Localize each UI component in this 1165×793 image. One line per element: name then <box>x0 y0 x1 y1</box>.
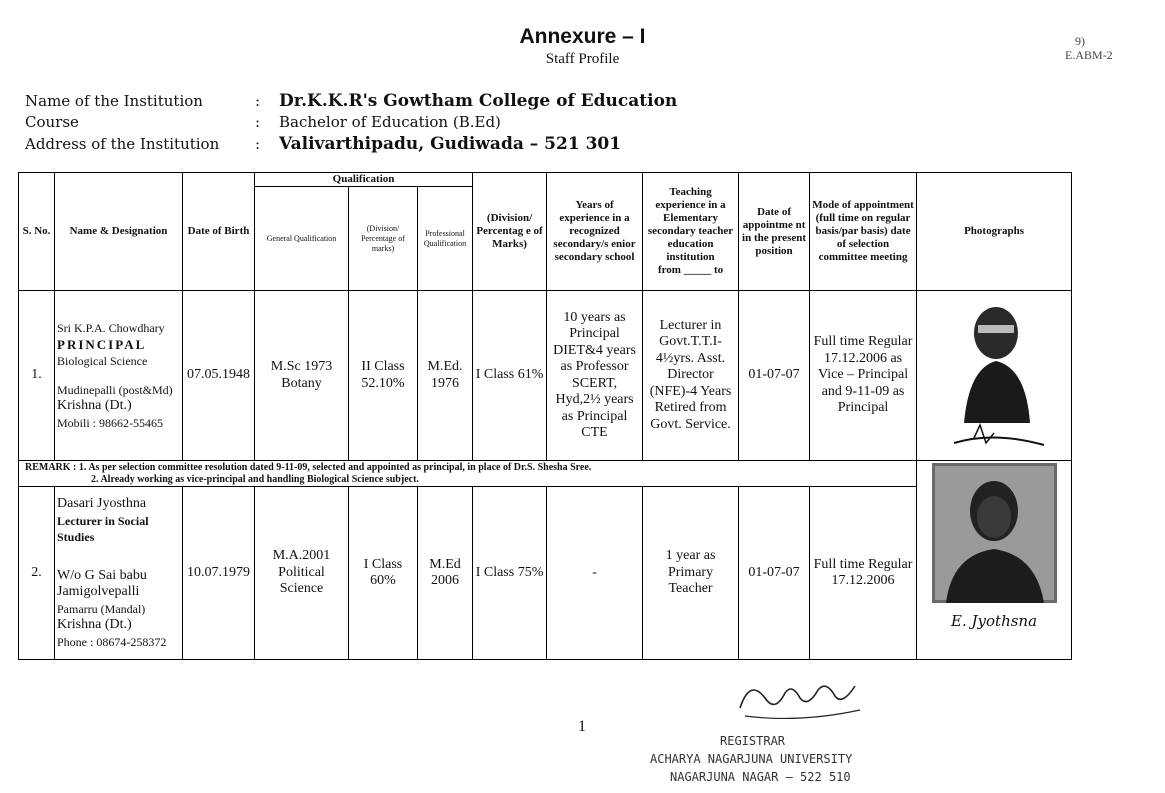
row-phone: Mobili : 98662-55465 <box>57 415 164 430</box>
institution-info <box>25 90 677 155</box>
row-address-2: Krishna (Dt.) <box>57 398 132 413</box>
colon: : <box>255 91 261 110</box>
row-address-2: Krishna (Dt.) <box>57 617 132 632</box>
staff-table <box>18 172 1072 660</box>
course-row <box>25 112 677 134</box>
institution-name-label: Name of the Institution <box>25 91 203 110</box>
header-years-exp: Years of experience in a recognized secondary/s enior secondary school <box>547 173 643 291</box>
portrait-photo-2 <box>932 463 1057 603</box>
row-teaching-exp: 1 year as Primary Teacher <box>643 487 739 660</box>
row-general: M.A.2001 Political Science <box>255 487 349 660</box>
row-phone: Phone : 08674-258372 <box>57 634 167 649</box>
row-teaching-exp: Lecturer in Govt.T.T.I- 4½yrs. Asst. Director (NFE)-4 Years Retired from Govt. Service. <box>643 291 739 461</box>
header-sno: S. No. <box>19 173 55 291</box>
institution-name: Dr.K.K.R's Gowtham College of Education <box>279 90 678 111</box>
course-label: Course <box>25 113 79 132</box>
row-name: Dasari Jyosthna <box>57 496 147 511</box>
row-dob: 07.05.1948 <box>183 291 255 461</box>
corner-note-line-2: E.ABM-2 <box>1065 48 1113 62</box>
table-row <box>19 291 1072 461</box>
header-professional: Professional Qualification <box>418 187 473 291</box>
row-division2: I Class 75% <box>473 487 547 660</box>
photograph <box>934 293 1054 459</box>
row-name: Sri K.P.A. Chowdhary <box>57 321 165 335</box>
colon: : <box>255 134 261 153</box>
row-years-exp: 10 years as Principal DIET&4 years as Professor SCERT, Hyd,2½ years as Principal CTE <box>547 291 643 461</box>
row-name-designation <box>55 291 183 461</box>
row-photo-cell-2 <box>917 461 1072 660</box>
row-date-appt: 01-07-07 <box>739 291 810 461</box>
page-title: Annexure – I <box>519 25 646 48</box>
remark-row <box>19 461 1072 487</box>
institution-name-row <box>25 90 677 112</box>
row-designation: PRINCIPAL <box>57 336 147 352</box>
corner-note <box>1065 34 1113 62</box>
header-from-to: from _____ to <box>657 264 724 276</box>
address-row <box>25 133 677 155</box>
header-division2: (Division/ Percentag e of Marks) <box>473 173 547 291</box>
corner-note-line-1: 9) <box>1075 34 1085 48</box>
remark-line-1: REMARK : 1. As per selection committee resolution dated 9-11-09, selected and appointed as principal, in place of Dr.S. Shesha Sree. <box>25 461 592 473</box>
header-teaching-exp <box>643 173 739 291</box>
row-division2: I Class 61% <box>473 291 547 461</box>
address-value: Valivarthipadu, Gudiwada – 521 301 <box>279 133 622 154</box>
header-dob: Date of Birth <box>183 173 255 291</box>
row-mode: Full time Regular 17.12.2006 <box>810 487 917 660</box>
header-division: (Division/ Percentage of marks) <box>349 187 418 291</box>
row-years-exp: - <box>547 487 643 660</box>
portrait-photo-1 <box>934 293 1064 453</box>
row-address-1: Mudinepalli (post&Md) <box>57 382 173 397</box>
header-name: Name & Designation <box>55 173 183 291</box>
row-designation: Lecturer in Social Studies <box>57 513 149 544</box>
row-address-1: Pamarru (Mandal) <box>57 601 146 616</box>
header-row-1 <box>19 173 1072 187</box>
row-sno: 2. <box>19 487 55 660</box>
row-subject: W/o G Sai babu <box>57 567 147 583</box>
stamp-line-1: REGISTRAR <box>720 734 786 748</box>
row-professional: M.Ed. 1976 <box>418 291 473 461</box>
row-division: II Class 52.10% <box>349 291 418 461</box>
header-mode: Mode of appointment (full time on regular basis/par basis) date of selection committee meeting <box>810 173 917 291</box>
page-number: 1 <box>578 718 586 735</box>
header-teaching-exp-text: Teaching experience in a Elementary secondary teacher education institution <box>647 186 734 263</box>
remark-line-2: 2. Already working as vice-principal and handling Biological Science subject. <box>91 473 419 485</box>
colon: : <box>255 113 261 132</box>
table-row <box>19 487 1072 660</box>
remark-cell <box>19 461 917 487</box>
row-subject: Biological Science <box>57 354 148 368</box>
page-subtitle: Staff Profile <box>545 51 620 67</box>
stamp-line-2: ACHARYA NAGARJUNA UNIVERSITY <box>650 752 853 766</box>
row-dob: 10.07.1979 <box>183 487 255 660</box>
row-address-0: Jamigolvepalli <box>57 584 140 599</box>
address-label: Address of the Institution <box>25 134 220 153</box>
row-date-appt: 01-07-07 <box>739 487 810 660</box>
registrar-signature <box>730 668 870 732</box>
photograph-2 <box>932 463 1057 629</box>
row-sno: 1. <box>19 291 55 461</box>
row-photo-cell <box>917 291 1072 461</box>
header-date-appt: Date of appointme nt in the present position <box>739 173 810 291</box>
course-value: Bachelor of Education (B.Ed) <box>279 113 501 132</box>
signature-2: E. Jyothsna <box>951 611 1038 630</box>
registrar-stamp <box>650 732 852 786</box>
row-general: M.Sc 1973 Botany <box>255 291 349 461</box>
row-name-designation <box>55 487 183 660</box>
header-photographs: Photographs <box>917 173 1072 291</box>
signature-scribble <box>730 668 870 728</box>
header-qualification: Qualification <box>255 173 473 187</box>
row-division: I Class 60% <box>349 487 418 660</box>
header-general: General Qualification <box>255 187 349 291</box>
row-mode: Full time Regular 17.12.2006 as Vice – Principal and 9-11-09 as Principal <box>810 291 917 461</box>
stamp-line-3: NAGARJUNA NAGAR – 522 510 <box>670 770 851 784</box>
row-professional: M.Ed 2006 <box>418 487 473 660</box>
